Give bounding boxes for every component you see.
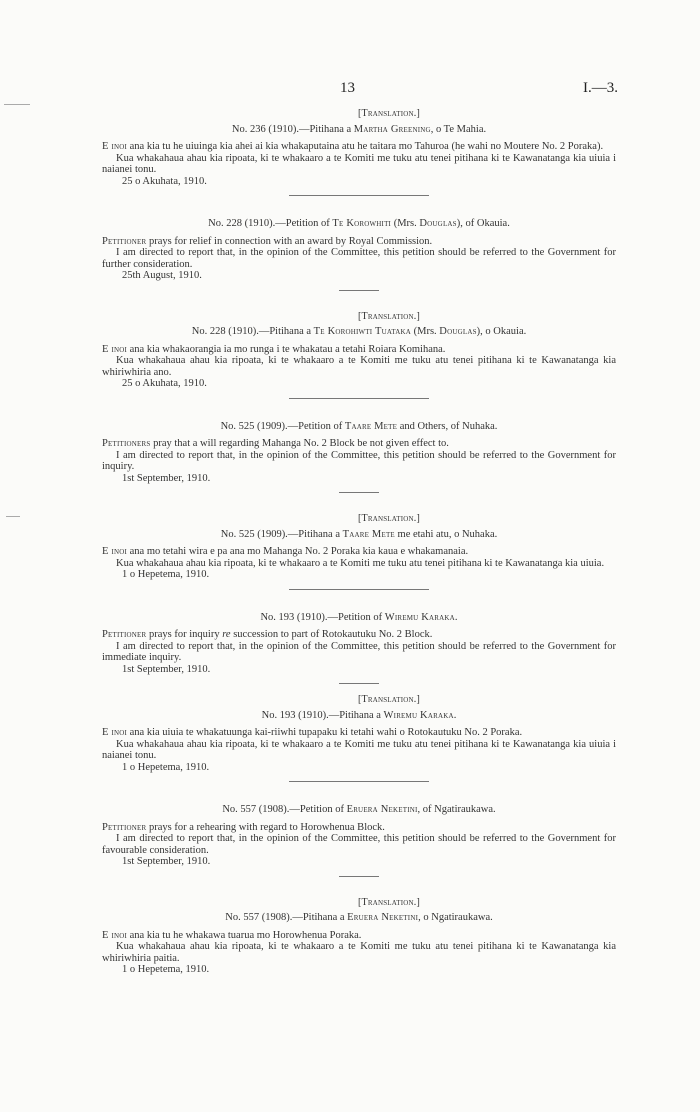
translation-label: [Translation.] bbox=[357, 310, 420, 322]
section-divider bbox=[289, 589, 429, 590]
committee-report: Kua whakahaua ahau kia ripoata, ki te whakaaro a te Komiti me tuku atu tenei pitihana ki te Kawanatanga kia whiriwhiria paitia. bbox=[102, 941, 616, 964]
margin-mark bbox=[6, 516, 20, 517]
committee-report: Kua whakahaua ahau kia ripoata, ki te whakaaro a te Komiti me tuku atu tenei pitihana ki te Kawanatanga kia uiuia. bbox=[116, 557, 605, 569]
petition-body: Petitioner prays for relief in connection with an award by Royal Commission. bbox=[102, 235, 433, 247]
petition-body: Petitioner prays for a rehearing with regard to Horowhenua Block. bbox=[102, 821, 385, 833]
section-divider bbox=[339, 876, 379, 877]
petition-block bbox=[102, 694, 616, 782]
report-date: 25 o Akuhata, 1910. bbox=[122, 175, 207, 187]
petition-body: E inoi ana kia whakaorangia ia mo runga i te whakatau a tetahi Roiara Komihana. bbox=[102, 343, 446, 355]
translation-label: [Translation.] bbox=[357, 694, 420, 705]
section-divider bbox=[289, 398, 429, 399]
petition-body: Petitioner prays for inquiry re succession to part of Rotokautuku No. 2 Block. bbox=[102, 629, 433, 640]
report-date: 25 o Akuhata, 1910. bbox=[122, 378, 207, 389]
petition-block bbox=[102, 218, 616, 291]
petition-block bbox=[102, 421, 616, 494]
margin-mark bbox=[4, 104, 30, 105]
report-date: 25th August, 1910. bbox=[122, 270, 202, 281]
committee-report: I am directed to report that, in the opinion of the Committee, this petition should be referred to the Government for inquiry. bbox=[102, 449, 616, 472]
petition-block bbox=[102, 108, 616, 196]
petition-heading: No. 557 (1908).—Petition of Eruera Neketini, of Ngatiraukawa. bbox=[222, 804, 496, 815]
section-divider bbox=[339, 492, 379, 493]
committee-report: I am directed to report that, in the opinion of the Committee, this petition should be referred to the Government for immediate inquiry. bbox=[102, 640, 616, 663]
petition-block bbox=[102, 513, 616, 590]
committee-report: Kua whakahaua ahau kia ripoata, ki te whakaaro a te Komiti me tuku atu tenei pitihana ki te Kawanatanga kia uiuia i naianei tonu. bbox=[102, 152, 616, 175]
petition-body: E inoi ana mo tetahi wira e pa ana mo Mahanga No. 2 Poraka kia kaua e whakamanaia. bbox=[102, 546, 469, 557]
petition-heading: No. 193 (1910).—Pitihana a Wiremu Karaka. bbox=[261, 709, 457, 721]
petition-heading: No. 525 (1909).—Pitihana a Taare Mete me etahi atu, o Nuhaka. bbox=[220, 528, 498, 540]
section-divider bbox=[289, 781, 429, 782]
petition-block bbox=[102, 612, 616, 685]
translation-label: [Translation.] bbox=[357, 896, 420, 908]
report-date: 1st September, 1910. bbox=[122, 472, 211, 484]
committee-report: Kua whakahaua ahau kia ripoata, ki te whakaaro a te Komiti me tuku atu tenei pitihana ki te Kawanatanga kia uiuia i naianei tonu. bbox=[102, 738, 616, 761]
petition-body: Petitioners pray that a will regarding Mahanga No. 2 Block be not given effect to. bbox=[102, 438, 449, 449]
petition-body: E inoi ana kia tu he whakawa tuarua mo Horowhenua Poraka. bbox=[102, 929, 362, 941]
petition-heading: No. 193 (1910).—Petition of Wiremu Karaka. bbox=[260, 611, 458, 623]
report-date: 1st September, 1910. bbox=[122, 856, 211, 867]
document-reference: I.—3. bbox=[583, 80, 618, 96]
petition-block bbox=[102, 311, 616, 399]
report-date: 1 o Hepetema, 1910. bbox=[122, 761, 210, 773]
petition-block bbox=[102, 804, 616, 877]
translation-label: [Translation.] bbox=[357, 108, 420, 119]
report-date: 1 o Hepetema, 1910. bbox=[122, 964, 210, 975]
page-number: 13 bbox=[340, 80, 355, 96]
section-divider bbox=[289, 195, 429, 196]
petition-heading: No. 228 (1910).—Pitihana a Te Korohiwti Tuataka (Mrs. Douglas), o Okauia. bbox=[191, 326, 527, 337]
report-date: 1 o Hepetema, 1910. bbox=[122, 569, 210, 580]
page-body bbox=[102, 108, 616, 976]
petition-heading: No. 557 (1908).—Pitihana a Eruera Neketini, o Ngatiraukawa. bbox=[225, 912, 493, 923]
petition-body: E inoi ana kia tu he uiuinga kia ahei ai kia whakaputaina atu he taitara mo Tahuroa (he wahi no Moutere No. 2 Poraka). bbox=[102, 141, 604, 152]
committee-report: I am directed to report that, in the opinion of the Committee, this petition should be referred to the Government for further consideration. bbox=[102, 247, 616, 270]
committee-report: I am directed to report that, in the opinion of the Committee, this petition should be referred to the Government for favourable consideration. bbox=[102, 833, 616, 856]
petition-heading: No. 525 (1909).—Petition of Taare Mete and Others, of Nuhaka. bbox=[220, 420, 498, 432]
translation-label: [Translation.] bbox=[357, 513, 420, 524]
petition-heading: No. 228 (1910).—Petition of Te Korowhiti (Mrs. Douglas), of Okauia. bbox=[208, 218, 510, 229]
report-date: 1st September, 1910. bbox=[122, 663, 211, 675]
section-divider bbox=[339, 683, 379, 684]
petition-block bbox=[102, 897, 616, 976]
section-divider bbox=[339, 290, 379, 291]
petition-body: E inoi ana kia uiuia te whakatuunga kai-riiwhi tupapaku ki tetahi wahi o Rotokautuku No. 2 Poraka. bbox=[102, 727, 523, 738]
committee-report: Kua whakahaua ahau kia ripoata, ki te whakaaro a te Komiti me tuku atu tenei pitihana ki te Kawanatanga kia whiriwhiria ano. bbox=[102, 355, 616, 378]
petition-heading: No. 236 (1910).—Pitihana a Martha Greening, o Te Mahia. bbox=[231, 123, 487, 135]
